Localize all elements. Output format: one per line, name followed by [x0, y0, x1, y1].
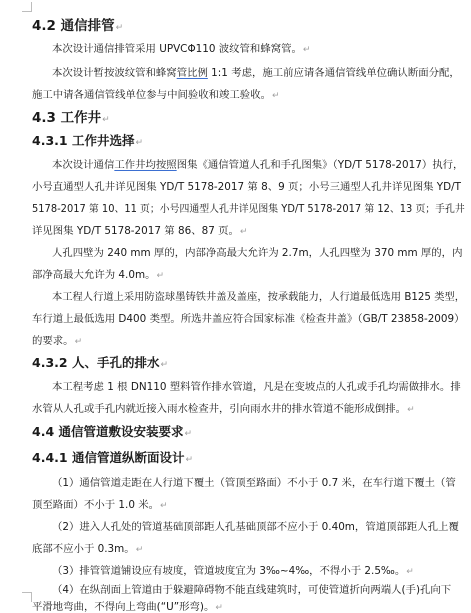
paragraph-line: 水管从人孔或手孔内就近接入雨水检查井，引向雨水井的排水管道不能形成倒排。↵	[32, 403, 415, 415]
paragraph-line: （4）在纵剖面上管道由于躲避障碍物不能直线建筑时，可使管道折向两端人(手)孔向下	[52, 584, 452, 596]
paragraph-line: 本工程考虑 1 根 DN110 塑料管作排水管道，凡是在变坡点的人孔或手孔均需做排水。排	[52, 381, 461, 393]
paragraph-line: （3）排管管道铺设应有坡度，管道坡度宜为 3‰~4‰，不得小于 2.5‰。↵	[52, 565, 414, 577]
paragraph-mark: ↵	[74, 337, 83, 347]
heading-4-3-2: 4.3.2 人、手孔的排水↵	[32, 355, 168, 370]
paragraph-mark: ↵	[156, 271, 165, 281]
paragraph-mark: ↵	[271, 91, 280, 101]
paragraph-mark: ↵	[215, 603, 223, 613]
paragraph-line: 车行道上最低选用 D400 类型。所选井盖应符合国家标准《检查井盖》（GB/T 23858-2009）	[32, 313, 465, 325]
paragraph-line: 施工中请各通信管线单位参与中间验收和竣工验收。↵	[32, 89, 280, 101]
paragraph-mark: ↵	[239, 227, 248, 237]
page-margin-mark-top	[22, 2, 32, 12]
paragraph-mark: ↵	[160, 501, 168, 511]
page-margin-mark-bottom	[22, 592, 32, 602]
paragraph-line: 本次设计通信排管采用 UPVCΦ110 波纹管和蜂窝管。↵	[52, 43, 311, 55]
paragraph-mark: ↵	[407, 405, 415, 415]
paragraph-mark: ↵	[102, 115, 110, 125]
paragraph-mark: ↵	[185, 455, 193, 465]
heading-4-3-1: 4.3.1 工作井选择↵	[32, 133, 143, 148]
heading-4-4-1: 4.4.1 通信管道纵断面设计↵	[32, 450, 193, 465]
paragraph-mark: ↵	[135, 545, 144, 555]
paragraph-mark: ↵	[302, 45, 311, 55]
paragraph-mark: ↵	[160, 360, 168, 370]
paragraph-mark: ↵	[184, 429, 193, 439]
paragraph-mark: ↵	[406, 567, 414, 577]
paragraph-line: 底部不应小于 0.3m。↵	[32, 543, 144, 555]
paragraph-line: 顶至路面）不小于 1.0 米。↵	[32, 499, 168, 511]
paragraph-line: 人孔四壁为 240 mm 厚的，内部净高最大允许为 2.7m，人孔四壁为 370 mm 厚的，内	[52, 247, 463, 259]
tracked-change-underline: 工作井均按照	[114, 159, 177, 171]
heading-4-2: 4.2 通信排管↵	[32, 18, 124, 34]
paragraph-mark: ↵	[135, 138, 143, 148]
paragraph-line: 本次设计通信工作井均按照图集《通信管道人孔和手孔图集》（YD/T 5178-2017）执行，	[52, 159, 464, 171]
tracked-change-underline: 管比例	[176, 67, 208, 79]
paragraph-line: 的要求。↵	[32, 335, 83, 347]
paragraph-line: （1）通信管道走距在人行道下覆土（管顶至路面）不小于 0.7 米，在车行道下覆土（管	[52, 477, 456, 489]
heading-4-4: 4.4 通信管道敷设安装要求↵	[32, 424, 193, 439]
paragraph-line: 本次设计暂按波纹管和蜂窝管比例 1:1 考虑，施工前应请各通信管线单位确认断面分配，	[52, 67, 460, 79]
paragraph-line: 部净高最大允许为 4.0m。↵	[32, 269, 165, 281]
paragraph-mark: ↵	[115, 23, 124, 33]
paragraph-line: 平滑地弯曲，不得向上弯曲(“U”形弯)。↵	[32, 601, 223, 613]
paragraph-line: 小号直通型人孔井详见图集 YD/T 5178-2017 第 8、9 页；小号三通型人孔井详见图集 YD/T	[32, 181, 462, 193]
heading-4-3: 4.3 工作井↵	[32, 110, 110, 126]
paragraph-line: 本工程人行道上采用防盗球墨铸铁井盖及盖座，按承载能力，人行道最低选用 B125 类型，	[52, 291, 466, 303]
paragraph-line: （2）进入人孔处的管道基础顶部距人孔基础顶部不应小于 0.40m，管道顶部距人孔上覆	[52, 521, 459, 533]
paragraph-line: 详见图集 YD/T 5178-2017 第 86、87 页。↵	[32, 225, 248, 237]
paragraph-line: 5178-2017 第 10、11 页；小号四通型人孔井详见图集 YD/T 5178-2017 第 12、13 页；手孔井	[32, 203, 465, 215]
